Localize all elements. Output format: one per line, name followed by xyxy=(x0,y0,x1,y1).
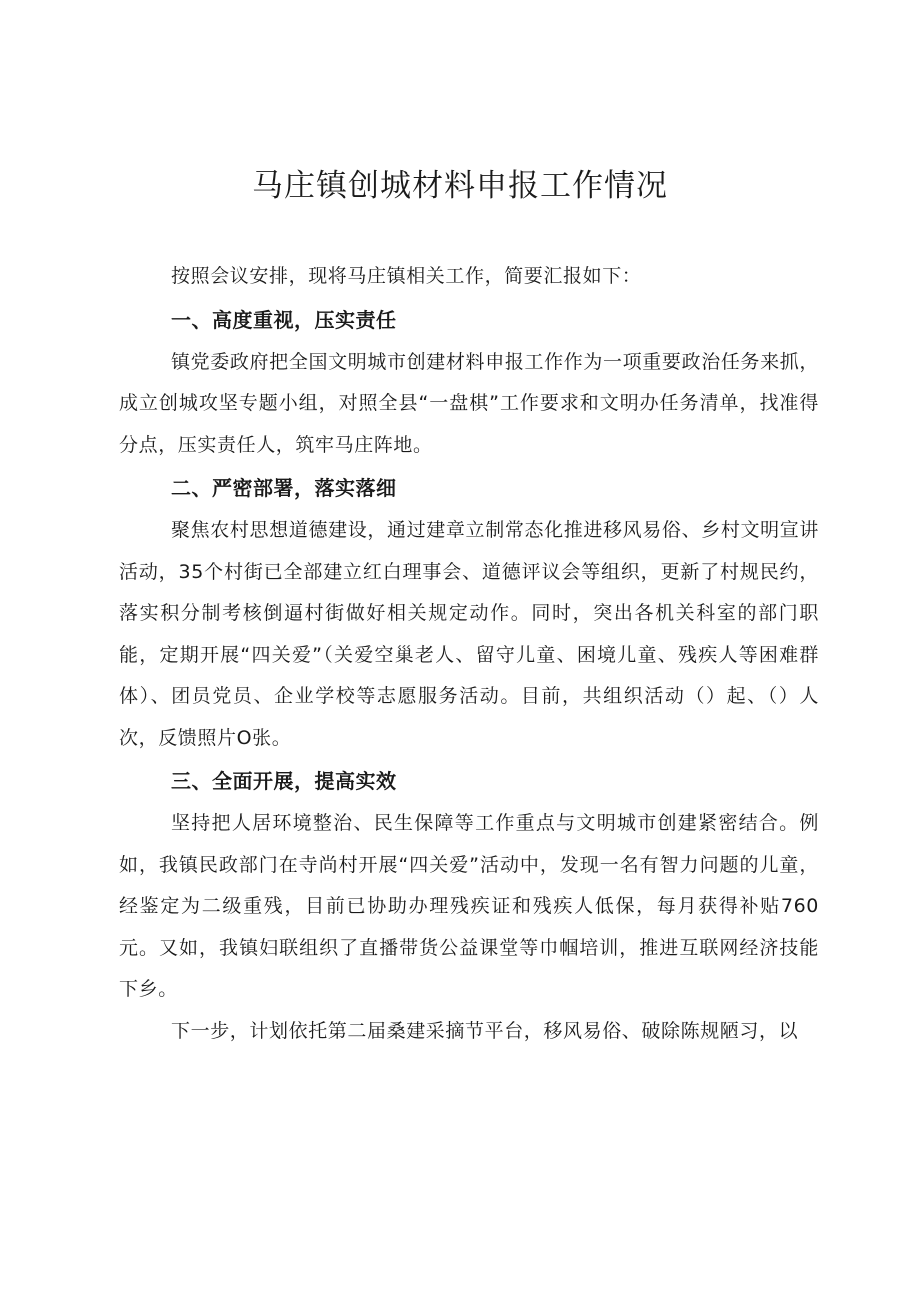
section-paragraph: 镇党委政府把全国文明城市创建材料申报工作作为一项重要政治任务来抓，成立创城攻坚专题小组，对照全县“一盘棋”工作要求和文明办任务清单，找准得分点，压实责任人，筑牢马庄阵地。 xyxy=(119,350,819,456)
section-3 xyxy=(119,759,819,1052)
section-heading: 三、全面开展，提高实效 xyxy=(171,769,397,793)
intro-paragraph: 按照会议安排，现将马庄镇相关工作，简要汇报如下： xyxy=(171,265,642,287)
document-title: 马庄镇创城材料申报工作情况 xyxy=(252,168,668,204)
section-heading: 一、高度重视，压实责任 xyxy=(171,307,397,332)
document-body xyxy=(119,256,819,1052)
section-paragraph: 聚焦农村思想道德建设，通过建章立制常态化推进移风易俗、乡村文明宣讲活动，35个村街已全部建立红白理事会、道德评议会等组织，更新了村规民约，落实积分制考核倒逼村街做好相关规定动作。同时，突出各机关科室的部门职能，定期开展“四关爱”（关爱空巢老人、留守儿童、困境儿童、残疾人等困难群体）、团员党员、企业学校等志愿服务活动。目前，共组织活动（）起、（）人次，反馈照片O张。 xyxy=(119,519,819,749)
section-1 xyxy=(119,298,819,467)
section-heading: 二、严密部署，落实落细 xyxy=(171,476,397,500)
section-paragraph: 坚持把人居环境整治、民生保障等工作重点与文明城市创建紧密结合。例如，我镇民政部门在寺尚村开展“四关爱”活动中，发现一名有智力问题的儿童，经鉴定为二级重残，目前已协助办理残疾证和残疾人低保，每月获得补贴760元。又如，我镇妇联组织了直播带货公益课堂等巾帼培训，推进互联网经济技能下乡。 xyxy=(119,812,819,1000)
section-2 xyxy=(119,466,819,759)
section-paragraph: 下一步，计划依托第二届桑建采摘节平台，移风易俗、破除陈规陋习，以 xyxy=(171,1019,799,1042)
